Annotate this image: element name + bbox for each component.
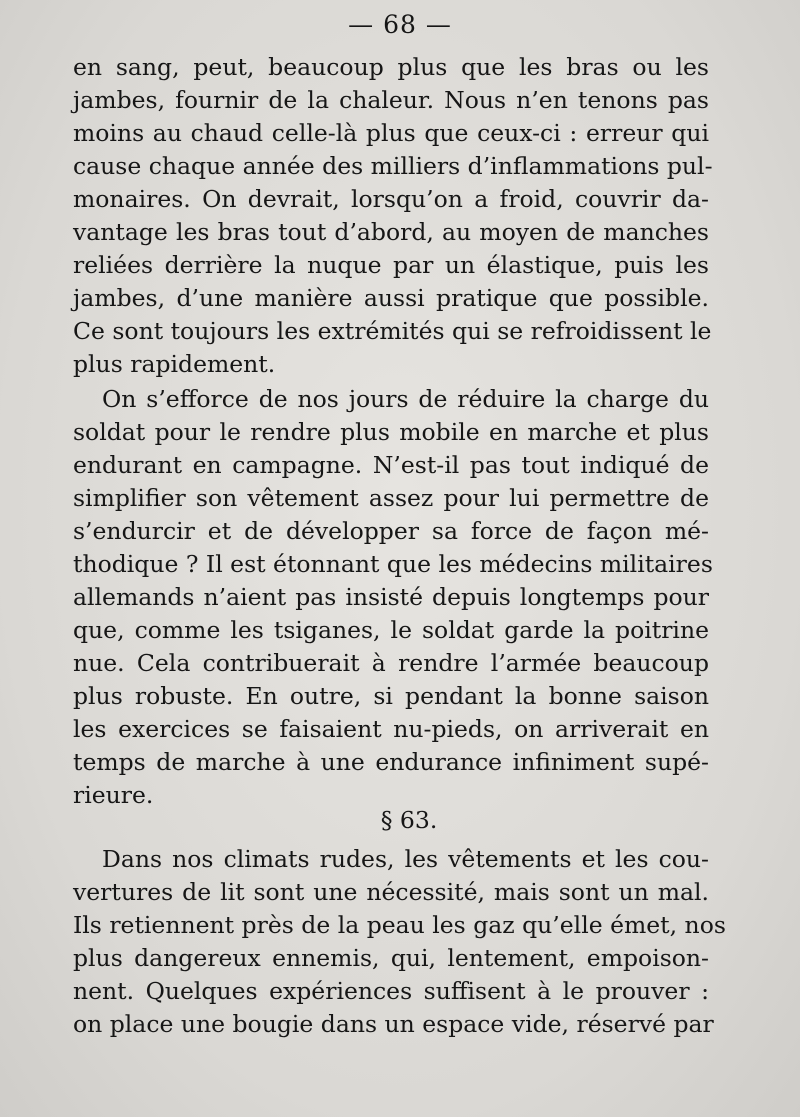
- text-line: s’endurcir et de développer sa force de façon mé-: [73, 517, 709, 545]
- text-line: monaires. On devrait, lorsqu’on a froid, couvrir da-: [73, 185, 709, 213]
- text-line: Ce sont toujours les extrémités qui se refroidissent le: [73, 317, 712, 345]
- text-line: moins au chaud celle-là plus que ceux-ci : erreur qui: [73, 119, 709, 147]
- text-line: en sang, peut, beaucoup plus que les bras ou les: [73, 53, 709, 81]
- text-line: allemands n’aient pas insisté depuis longtemps pour: [73, 583, 709, 611]
- text-line: reliées derrière la nuque par un élastique, puis les: [73, 251, 709, 279]
- paragraph-first-line: Dans nos climats rudes, les vêtements et les cou-: [102, 845, 709, 873]
- text-line: plus dangereux ennemis, qui, lentement, empoison-: [73, 944, 709, 972]
- text-line: plus rapidement.: [73, 350, 276, 378]
- text-line: endurant en campagne. N’est-il pas tout indiqué de: [73, 451, 709, 479]
- text-line: soldat pour le rendre plus mobile en marche et plus: [73, 418, 709, 446]
- text-line: cause chaque année des milliers d’inflammations pul-: [73, 152, 713, 180]
- text-line: jambes, fournir de la chaleur. Nous n’en tenons pas: [73, 86, 709, 114]
- text-line: Ils retiennent près de la peau les gaz qu’elle émet, nos: [73, 911, 726, 939]
- text-line: plus robuste. En outre, si pendant la bonne saison: [73, 682, 709, 710]
- page-number: — 68 —: [348, 10, 452, 39]
- text-line: simplifier son vêtement assez pour lui permettre de: [73, 484, 709, 512]
- text-line: thodique ? Il est étonnant que les médecins militaires: [73, 550, 713, 578]
- text-line: nent. Quelques expériences suffisent à le prouver :: [73, 977, 709, 1005]
- paragraph-first-line: On s’efforce de nos jours de réduire la charge du: [102, 385, 709, 413]
- text-line: rieure.: [73, 781, 154, 809]
- text-line: nue. Cela contribuerait à rendre l’armée beaucoup: [73, 649, 709, 677]
- section-heading: § 63.: [380, 806, 438, 834]
- text-line: que, comme les tsiganes, le soldat garde la poitrine: [73, 616, 709, 644]
- text-line: vantage les bras tout d’abord, au moyen de manches: [73, 218, 709, 246]
- text-line: on place une bougie dans un espace vide, réservé par: [73, 1010, 714, 1038]
- text-line: les exercices se faisaient nu-pieds, on arriverait en: [73, 715, 709, 743]
- text-line: vertures de lit sont une nécessité, mais sont un mal.: [73, 878, 709, 906]
- text-line: temps de marche à une endurance infiniment supé-: [73, 748, 709, 776]
- text-line: jambes, d’une manière aussi pratique que possible.: [73, 284, 709, 312]
